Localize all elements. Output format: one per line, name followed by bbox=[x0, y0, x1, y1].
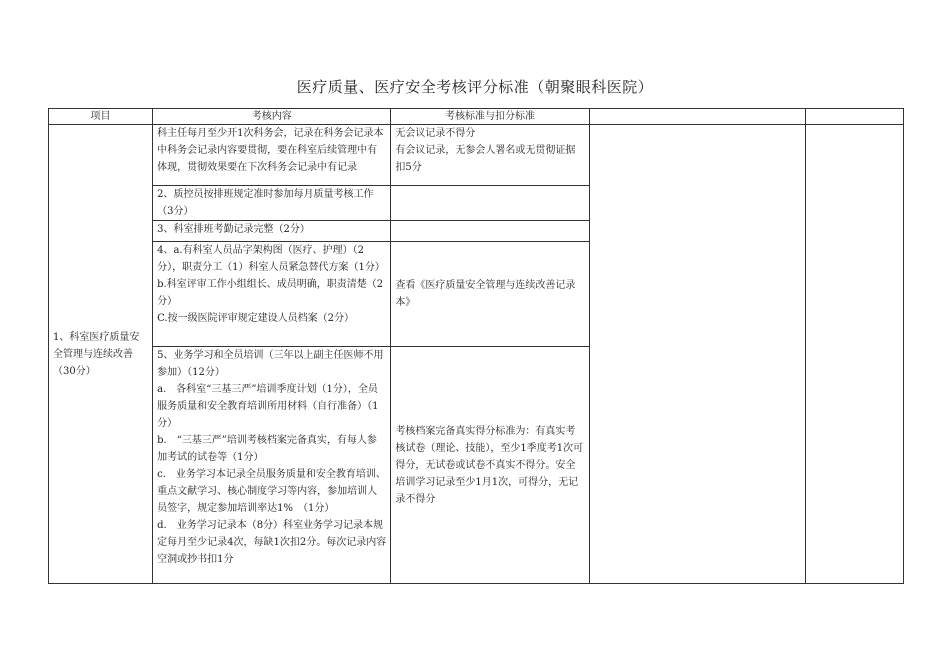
page-title: 医疗质量、医疗安全考核评分标准（朝聚眼科医院） bbox=[296, 78, 654, 96]
header-blank-1 bbox=[589, 109, 805, 125]
content-cell bbox=[153, 347, 391, 584]
header-standard: 考核标准与扣分标准 bbox=[391, 109, 589, 125]
standard-text: 查看《医疗质量安全管理与连续改善记录本》 bbox=[395, 280, 576, 308]
blank-cell bbox=[589, 125, 805, 584]
content-text: c. 业务学习本记录全员服务质量和安全教育培训、重点文献学习、核心制度学习等内容，参加培训人员签字，规定参加培训率达1% （1分） bbox=[157, 469, 386, 514]
table-header-row bbox=[49, 109, 904, 125]
standard-cell bbox=[391, 186, 589, 221]
content-text: 5、业务学习和全员培训（三年以上副主任医师不用参加）（12分） bbox=[157, 350, 384, 378]
blank-cell bbox=[805, 125, 903, 584]
standard-text: 考核档案完备真实得分标准为：有真实考核试卷（理论、技能），至少1季度考1次可得分，无试卷或试卷不真实不得分。安全培训学习记录至少1月1次，可得分，无记录不得分 bbox=[395, 425, 584, 505]
assessment-table bbox=[48, 108, 904, 584]
standard-cell bbox=[391, 125, 589, 186]
content-cell bbox=[153, 125, 391, 186]
standard-text: 无会议记录不得分 bbox=[395, 128, 476, 139]
content-text: 2、质控员按排班规定准时参加每月质量考核工作（3分） bbox=[157, 189, 374, 217]
content-cell bbox=[153, 221, 391, 242]
standard-cell bbox=[391, 347, 589, 584]
content-text: d. 业务学习记录本（8分）科室业务学习记录本规定每月至少记录4次，每缺1次扣2分。每次记录内容空洞或抄书扣1分 bbox=[157, 520, 387, 565]
standard-cell bbox=[391, 242, 589, 347]
standard-text: 有会议记录，无参会人署名或无贯彻证据扣5分 bbox=[395, 145, 576, 173]
content-text: 科主任每月至少开1次科务会，记录在科务会记录本中科务会记录内容要贯彻，要在科室后续管理中有体现，贯彻效果要在下次科务会记录中有记录 bbox=[157, 128, 384, 173]
content-text: b. “三基三严”培训考核档案完备真实，有每人参加考试的试卷等（1分） bbox=[157, 435, 377, 463]
content-text: C.按一级医院评审规定建设人员档案（2分） bbox=[157, 313, 354, 324]
category-cell: 1、科室医疗质量安全管理与连续改善（30分） bbox=[49, 125, 153, 584]
content-cell bbox=[153, 186, 391, 221]
content-text: 3、科室排班考勤记录完整（2分） bbox=[157, 224, 310, 235]
header-blank-2 bbox=[805, 109, 903, 125]
content-text: b.科室评审工作小组组长、成员明确，职责清楚（2分） bbox=[157, 279, 384, 307]
content-cell bbox=[153, 242, 391, 347]
table-row bbox=[49, 125, 904, 186]
content-text: 4、a.有科室人员品字架构图（医疗、护理）（2分），职责分工（1）科室人员紧急替代方案（1分） bbox=[157, 245, 385, 273]
content-text: a. 各科室“三基三严”培训季度计划（1分），全员服务质量和安全教育培训所用材料（自行准备）（1分） bbox=[157, 384, 379, 429]
header-item: 项目 bbox=[49, 109, 153, 125]
header-content: 考核内容 bbox=[153, 109, 391, 125]
standard-cell bbox=[391, 221, 589, 242]
